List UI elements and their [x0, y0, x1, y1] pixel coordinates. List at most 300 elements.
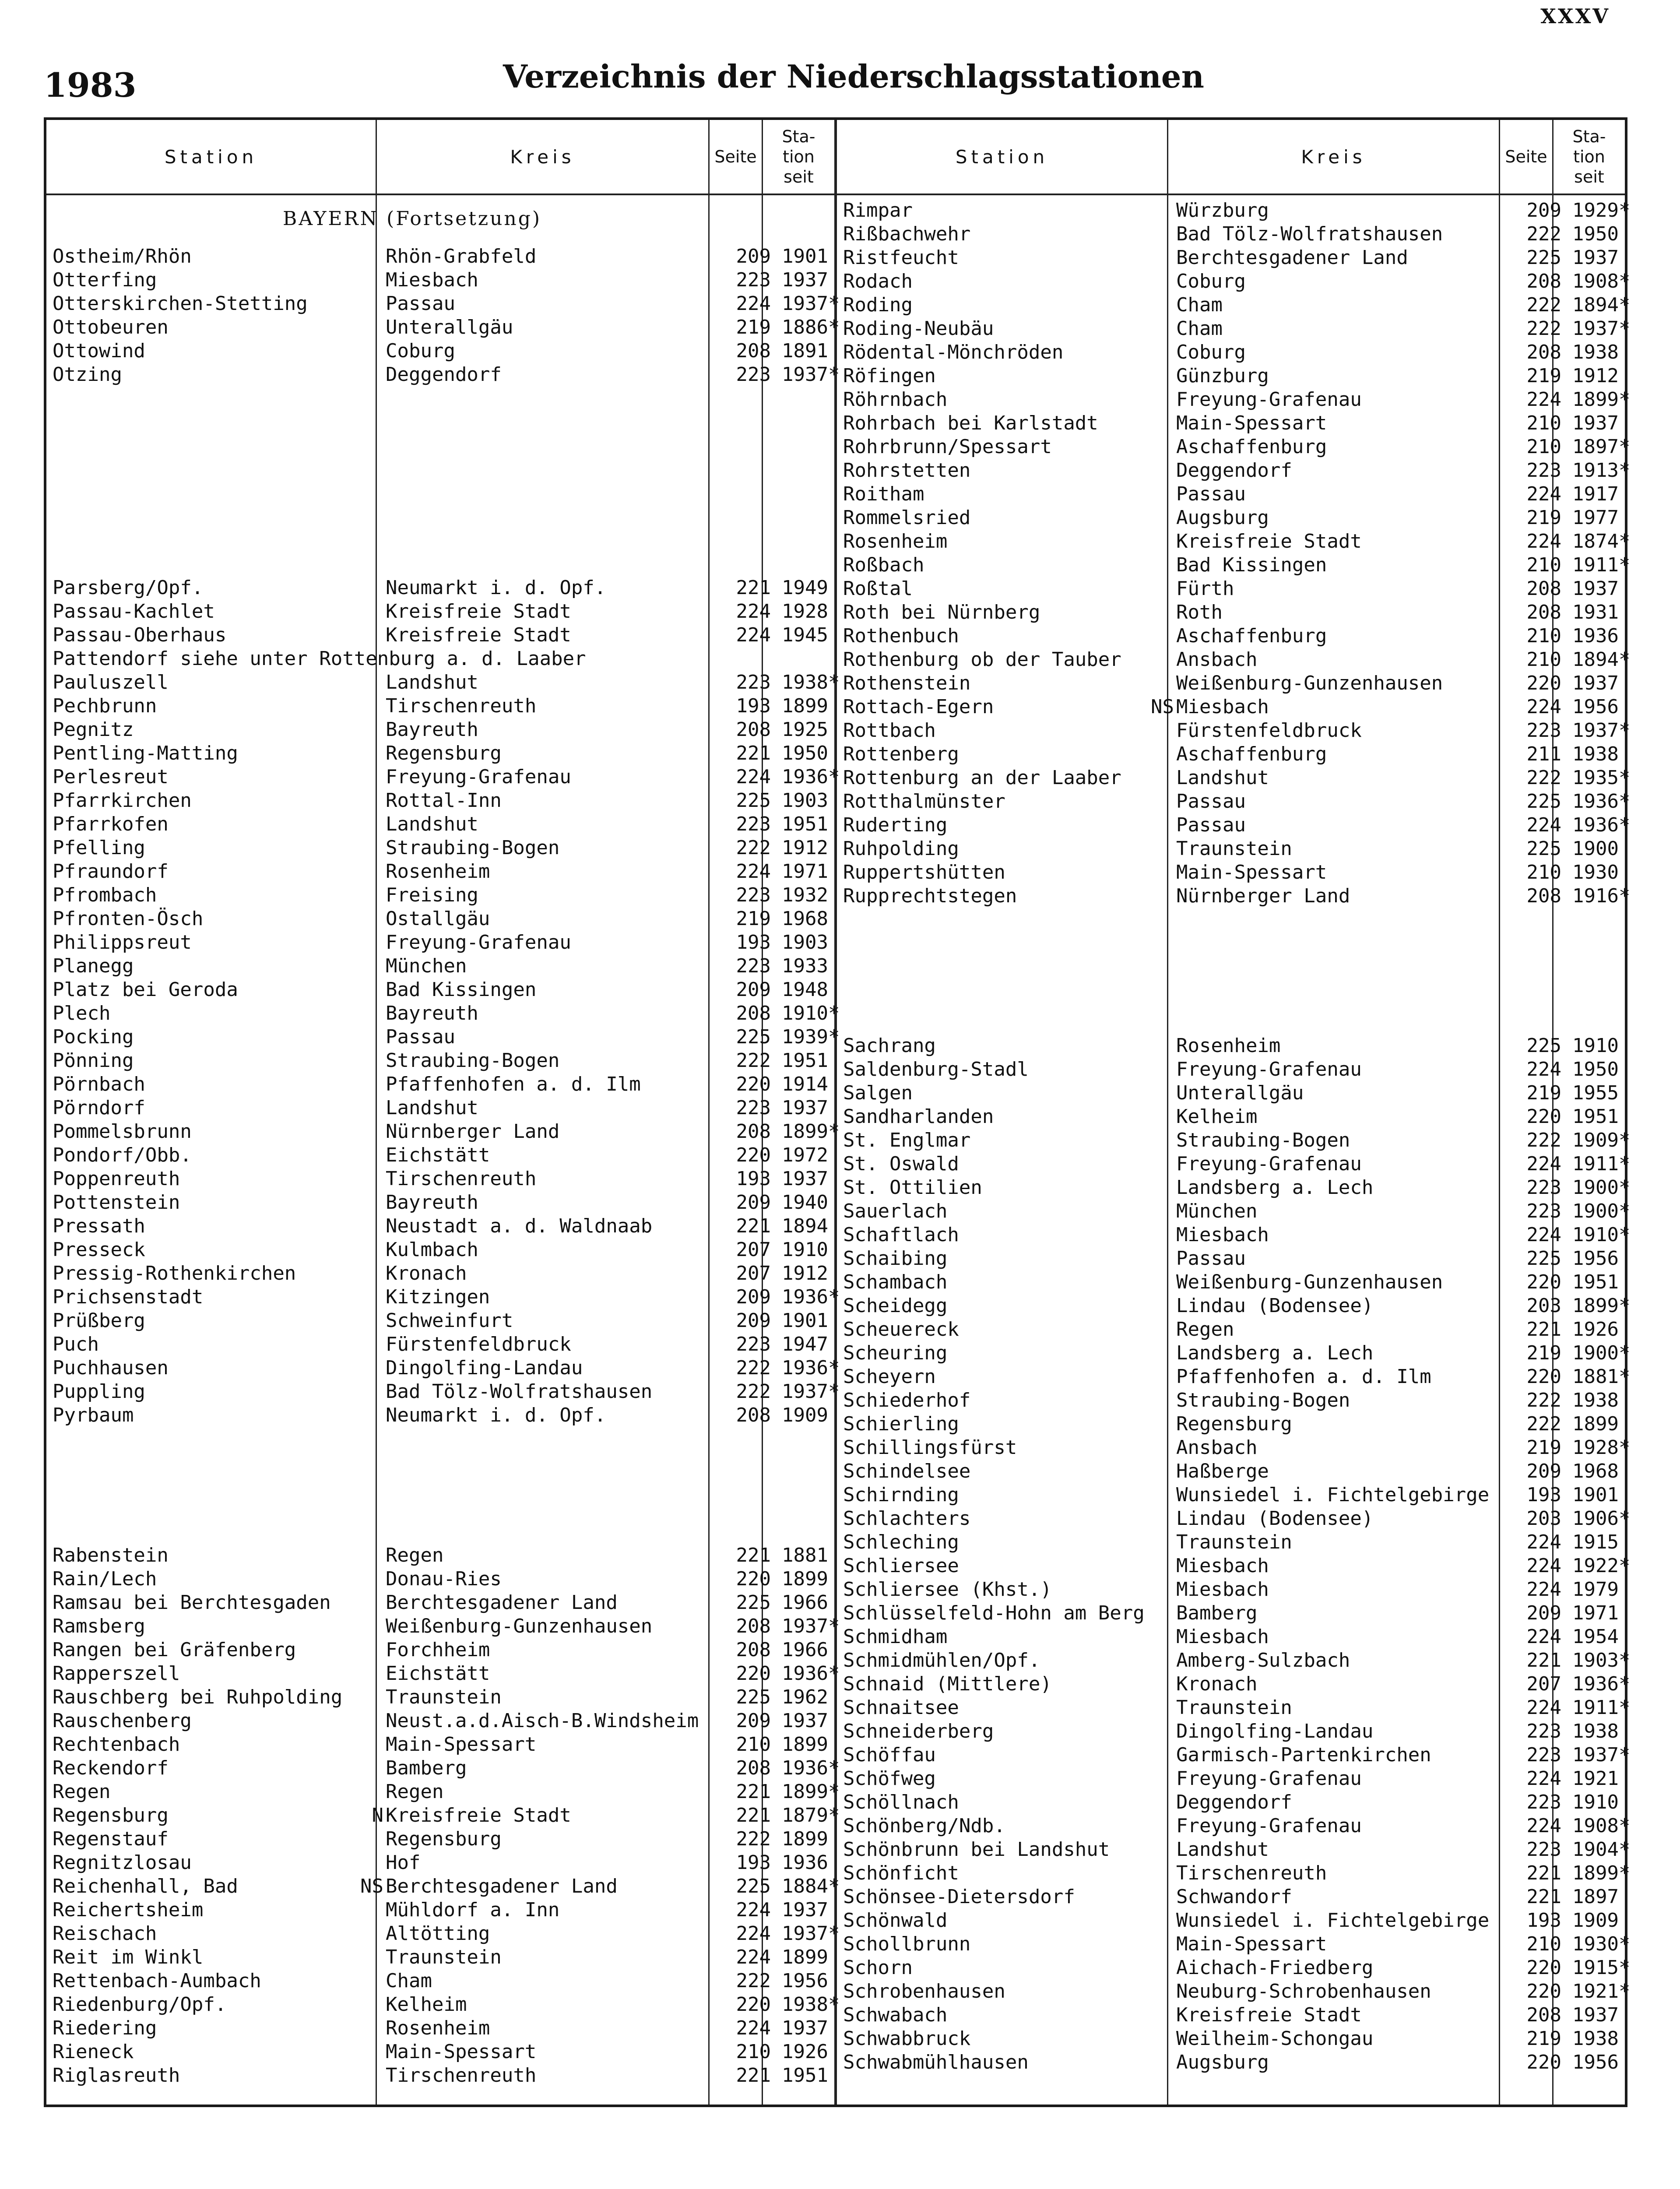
seite-number: 222 [1526, 317, 1561, 340]
kreis-name: München [386, 955, 467, 977]
station-since: 1903 [782, 931, 828, 954]
table-row [837, 246, 1625, 270]
table-row [46, 1096, 834, 1120]
station-since: 1910 [782, 1239, 828, 1261]
kreis-name: Wunsiedel i. Fichtelgebirge [1176, 1909, 1490, 1932]
kreis-name: Günzburg [1176, 365, 1269, 387]
station-name: Rangen bei Gräfenberg [53, 1639, 296, 1661]
kreis-name: Deggendorf [1176, 459, 1292, 482]
kreis-name: Passau [1176, 814, 1246, 836]
seite-number: 223 [736, 1333, 771, 1355]
seite-number: 224 [1526, 1626, 1561, 1648]
kreis-name: Aschaffenburg [1176, 743, 1327, 765]
table-row [46, 339, 834, 363]
table-row [46, 576, 834, 600]
kreis-name: Unterallgäu [386, 316, 513, 338]
station-since: 1921* [1572, 1980, 1631, 2002]
station-name: Schaftlach [843, 1224, 959, 1246]
table-row [837, 2051, 1625, 2074]
station-name: Ramsberg [53, 1615, 145, 1637]
seite-number: 225 [1526, 790, 1561, 813]
station-name: Pyrbaum [53, 1404, 134, 1426]
station-since: 1899* [782, 1781, 840, 1803]
kreis-name: Neumarkt i. d. Opf. [386, 577, 606, 599]
table-row [46, 1993, 840, 2017]
table-row [46, 1780, 840, 1804]
kreis-name: Freyung-Grafenau [1176, 1815, 1362, 1837]
seite-number: 223 [1526, 459, 1561, 482]
table-row [837, 270, 1631, 293]
table-row [46, 1025, 840, 1049]
station-name: Rottenburg an der Laaber [843, 767, 1121, 789]
station-since: 1971 [782, 860, 828, 883]
table-row [46, 1356, 840, 1380]
left-column-block [46, 199, 840, 2105]
station-since: 1929* [1572, 199, 1631, 222]
seite-number: 203 [1526, 1295, 1561, 1317]
table-row [837, 1625, 1625, 1649]
station-since: 1899* [782, 1120, 840, 1143]
seite-number: 221 [1526, 1318, 1561, 1341]
station-since: 1909 [1572, 1909, 1619, 1932]
kreis-name: Tirschenreuth [386, 1168, 537, 1190]
kreis-name: Straubing-Bogen [1176, 1389, 1350, 1411]
station-name: Schöffau [843, 1744, 936, 1766]
table-row [837, 577, 1625, 601]
seite-number: 224 [736, 1946, 771, 1968]
table-row [837, 1294, 1631, 1318]
table-row [46, 1638, 834, 1662]
seite-number: 210 [1526, 625, 1561, 647]
station-name: Scheyern [843, 1365, 936, 1388]
station-name: Pauluszell [53, 671, 169, 693]
station-since: 1937 [1572, 672, 1619, 694]
seite-number: 193 [736, 695, 771, 717]
station-since: 1947 [782, 1333, 828, 1355]
station-name: Pechbrunn [53, 695, 157, 717]
station-since: 1932 [782, 884, 828, 906]
station-name: Reichertsheim [53, 1899, 204, 1921]
seite-number: 219 [1526, 365, 1561, 387]
seite-number: 207 [736, 1239, 771, 1261]
header-station-left: Station [164, 146, 258, 168]
station-since: 1901 [782, 1309, 828, 1332]
seite-number: 222 [736, 1970, 771, 1992]
seite-number: 210 [1526, 648, 1561, 671]
kreis-name: Nürnberger Land [1176, 885, 1350, 907]
station-name: Salgen [843, 1082, 913, 1104]
station-name: Perlesreut [53, 766, 169, 788]
seite-number: 208 [1526, 601, 1561, 623]
kreis-name: Rhön-Grabfeld [386, 245, 537, 267]
station-name: Roßbach [843, 554, 924, 576]
station-since: 1951 [782, 813, 828, 835]
kreis-name: Rosenheim [386, 860, 490, 883]
kreis-name: Coburg [1176, 270, 1246, 292]
station-name: Prüßberg [53, 1309, 145, 1332]
kreis-name: Kelheim [1176, 1105, 1258, 1128]
seite-number: 224 [1526, 814, 1561, 836]
seite-number: 221 [736, 1804, 771, 1827]
station-since: 1914 [782, 1073, 828, 1095]
seite-number: 224 [1526, 1224, 1561, 1246]
seite-number: 224 [1526, 530, 1561, 553]
table-row [46, 1567, 834, 1591]
station-name: Schrobenhausen [843, 1980, 1005, 2002]
seite-number: 210 [1526, 412, 1561, 434]
table-row [837, 1743, 1631, 1767]
kreis-name: Passau [1176, 1247, 1246, 1270]
kreis-name: Traunstein [386, 1946, 502, 1968]
seite-number: 223 [736, 269, 771, 291]
kreis-name: Berchtesgadener Land [386, 1591, 618, 1614]
kreis-name: Roth [1176, 601, 1223, 623]
table-row [837, 1200, 1631, 1223]
table-row [46, 1875, 840, 1898]
seite-number: 210 [736, 1733, 771, 1756]
table-row [837, 1578, 1625, 1601]
table-row [837, 743, 1625, 766]
seite-number: 225 [1526, 246, 1561, 269]
table-row [837, 1507, 1631, 1531]
station-name: Riedenburg/Opf. [53, 1993, 227, 2016]
station-name: Schaibing [843, 1247, 948, 1270]
kreis-name: Kronach [386, 1262, 467, 1285]
station-since: 1909 [782, 1404, 828, 1426]
seite-number: 220 [736, 1568, 771, 1590]
station-since: 1937 [782, 1899, 828, 1921]
table-row [46, 1946, 834, 1969]
seite-number: 210 [1526, 436, 1561, 458]
kreis-name: Dingolfing-Landau [386, 1357, 583, 1379]
kreis-name: Kitzingen [386, 1286, 490, 1308]
table-row [46, 1686, 834, 1709]
station-name: Saldenburg-Stadl [843, 1058, 1029, 1080]
seite-number: 223 [1526, 1791, 1561, 1813]
kreis-name: Regen [386, 1781, 444, 1803]
table-row [46, 1002, 840, 1025]
station-since: 1874* [1572, 530, 1631, 553]
station-since: 1911* [1572, 1153, 1631, 1175]
kreis-name: Miesbach [1176, 1555, 1269, 1577]
station-since: 1933 [782, 955, 828, 977]
kreis-name: Main-Spessart [386, 1733, 537, 1756]
station-since: 1894* [1572, 648, 1631, 671]
kreis-name: Berchtesgadener Land [386, 1875, 618, 1897]
station-since: 1937* [782, 1380, 840, 1403]
table-row [837, 435, 1631, 459]
kreis-name: Passau [386, 292, 455, 315]
seite-number: 209 [736, 1286, 771, 1308]
station-since: 1899 [782, 695, 828, 717]
station-name: Rapperszell [53, 1662, 180, 1685]
seite-number: 225 [736, 1686, 771, 1708]
seite-number: 223 [1526, 1744, 1561, 1766]
table-row [46, 694, 834, 718]
station-name: Rottbach [843, 719, 936, 742]
station-since: 1922* [1572, 1555, 1631, 1577]
table-row [46, 1049, 834, 1073]
station-name: Schönbrunn bei Landshut [843, 1838, 1110, 1861]
station-since: 1937* [1572, 317, 1631, 340]
station-since: 1912 [782, 837, 828, 859]
station-since: 1928* [1572, 1436, 1631, 1459]
table-row [46, 245, 834, 268]
table-row [837, 837, 1625, 861]
station-name: Otterskirchen-Stetting [53, 292, 308, 315]
station-name: Pörnbach [53, 1073, 145, 1095]
seite-number: 222 [1526, 1389, 1561, 1411]
kreis-name: Tirschenreuth [386, 695, 537, 717]
table-row [837, 412, 1625, 435]
kreis-name: Forchheim [386, 1639, 490, 1661]
station-since: 1926 [782, 2041, 828, 2063]
station-since: 1938 [1572, 743, 1619, 765]
station-name: Sauerlach [843, 1200, 948, 1222]
table-row [837, 199, 1631, 222]
table-row [837, 1838, 1631, 1862]
station-since: 1897 [1572, 1886, 1619, 1908]
seite-number: 224 [1526, 1531, 1561, 1553]
seite-number: 209 [1526, 1460, 1561, 1482]
table-row [46, 268, 834, 292]
seite-number: 220 [1526, 1365, 1561, 1388]
table-row [837, 1483, 1625, 1507]
kreis-name: Regensburg [386, 742, 502, 764]
station-name: Schliersee (Khst.) [843, 1578, 1052, 1601]
station-name: Rotthalmünster [843, 790, 1005, 813]
seite-number: 193 [736, 931, 771, 954]
table-row [837, 1672, 1631, 1696]
station-since: 1937 [1572, 246, 1619, 269]
kreis-name: Eichstätt [386, 1662, 490, 1685]
table-row [837, 1436, 1631, 1460]
seite-number: 203 [1526, 1507, 1561, 1530]
table-row [46, 647, 834, 671]
station-since: 1979 [1572, 1578, 1619, 1601]
table-row [837, 222, 1625, 246]
kreis-name: Altötting [386, 1922, 490, 1945]
kreis-name: Bayreuth [386, 1191, 478, 1214]
station-name: Ramsau bei Berchtesgaden [53, 1591, 331, 1614]
kreis-name: Augsburg [1176, 507, 1269, 529]
station-name: Schirnding [843, 1484, 959, 1506]
table-row [837, 506, 1625, 530]
kreis-name: Regensburg [1176, 1413, 1292, 1435]
station-since: 1908* [1572, 1815, 1631, 1837]
table-row [837, 1791, 1625, 1814]
kreis-name: Haßberge [1176, 1460, 1269, 1482]
seite-number: 209 [1526, 1602, 1561, 1624]
station-name: Reckendorf [53, 1757, 169, 1779]
station-name: Otzing [53, 363, 122, 386]
seite-number: 221 [736, 577, 771, 599]
seite-number: 219 [736, 316, 771, 338]
station-since: 1916* [1572, 885, 1631, 907]
table-row [46, 1073, 834, 1096]
seite-number: 208 [736, 1002, 771, 1024]
station-since: 1894 [782, 1215, 828, 1237]
station-name: Schnaitsee [843, 1696, 959, 1719]
station-name: Schlachters [843, 1507, 971, 1530]
kreis-name: Regensburg [386, 1828, 502, 1850]
table-row [46, 1144, 834, 1167]
kreis-name: Augsburg [1176, 2051, 1269, 2073]
table-row [837, 341, 1625, 364]
table-row [46, 1214, 834, 1238]
station-name: Röfingen [843, 365, 936, 387]
station-since: 1897* [1572, 436, 1631, 458]
station-since: 1937 [782, 1710, 828, 1732]
table-row [46, 1898, 834, 1922]
station-since: 1915 [1572, 1531, 1619, 1553]
station-name: Puppling [53, 1380, 145, 1403]
station-name: Schöllnach [843, 1791, 959, 1813]
station-since: 1910* [782, 1002, 840, 1024]
header-seite-right: Seite [1505, 147, 1547, 166]
table-row [46, 671, 840, 694]
station-name: Passau-Kachlet [53, 600, 215, 623]
seite-number: 193 [1526, 1484, 1561, 1506]
station-since: 1901 [1572, 1484, 1619, 1506]
seite-number: 224 [1526, 1058, 1561, 1080]
station-since: 1937 [782, 269, 828, 291]
kreis-name: Straubing-Bogen [386, 1049, 560, 1072]
table-row [837, 1058, 1625, 1081]
station-since: 1938* [782, 1993, 840, 2016]
seite-number: 222 [736, 1828, 771, 1850]
station-since: 1903 [782, 789, 828, 812]
seite-number: 224 [1526, 1555, 1561, 1577]
kreis-name: Wunsiedel i. Fichtelgebirge [1176, 1484, 1490, 1506]
station-since: 1938 [1572, 1389, 1619, 1411]
seite-number: 219 [1526, 507, 1561, 529]
seite-number: 208 [736, 340, 771, 362]
table-row [837, 1767, 1625, 1791]
station-name: Rieneck [53, 2041, 134, 2063]
station-name: Schierling [843, 1413, 959, 1435]
seite-number: 209 [736, 1191, 771, 1214]
station-since: 1899 [1572, 1413, 1619, 1435]
station-since: 1948 [782, 978, 828, 1001]
seite-number: 193 [736, 1168, 771, 1190]
kreis-name: Freyung-Grafenau [386, 931, 571, 954]
kreis-name: Donau-Ries [386, 1568, 502, 1590]
station-name: Rettenbach-Aumbach [53, 1970, 261, 1992]
table-row [837, 530, 1631, 553]
seite-number: 224 [1526, 1578, 1561, 1601]
seite-number: 219 [1526, 1082, 1561, 1104]
seite-number: 208 [736, 1404, 771, 1426]
kreis-name: Lindau (Bodensee) [1176, 1507, 1374, 1530]
kreis-name: Weißenburg-Gunzenhausen [1176, 1271, 1443, 1293]
station-name: Riglasreuth [53, 2064, 180, 2087]
table-row [837, 1176, 1631, 1200]
kreis-name: Bamberg [386, 1757, 467, 1779]
station-name: Rodach [843, 270, 913, 292]
station-since: 1966 [782, 1591, 828, 1614]
station-since: 1951 [1572, 1105, 1619, 1128]
seite-number: 208 [736, 1757, 771, 1779]
station-since: 1903* [1572, 1649, 1631, 1672]
station-name: Schollbrunn [843, 1933, 971, 1955]
station-name: Riedering [53, 2017, 157, 2039]
station-since: 1901 [782, 245, 828, 267]
table-row [46, 978, 834, 1002]
seite-number: 210 [1526, 861, 1561, 883]
station-name: Rothenburg ob der Tauber [843, 648, 1121, 671]
seite-number: 222 [1526, 1129, 1561, 1151]
station-since: 1936* [1572, 790, 1631, 813]
seite-number: 225 [736, 789, 771, 812]
table-row [46, 623, 834, 647]
seite-number: 221 [736, 2064, 771, 2087]
station-since: 1928 [782, 600, 828, 623]
station-name: Pfarrkirchen [53, 789, 192, 812]
seite-number: 220 [1526, 1980, 1561, 2002]
header-kreis-left: Kreis [510, 146, 575, 168]
station-name: Rothenstein [843, 672, 971, 694]
station-since: 1936* [782, 1357, 840, 1379]
seite-number: 224 [1526, 1767, 1561, 1790]
seite-number: 223 [736, 671, 771, 693]
kreis-name: Nürnberger Land [386, 1120, 560, 1143]
seite-number: 209 [1526, 199, 1561, 222]
table-row [837, 648, 1631, 672]
station-name: Regen [53, 1781, 111, 1803]
station-since: 1937 [1572, 2004, 1619, 2026]
station-since: 1950 [782, 742, 828, 764]
station-name: Ottowind [53, 340, 145, 362]
kreis-name: Coburg [386, 340, 455, 362]
station-since: 1913* [1572, 459, 1631, 482]
kreis-name: Landsberg a. Lech [1176, 1176, 1374, 1199]
seite-number: 221 [736, 1544, 771, 1566]
kreis-name: Unterallgäu [1176, 1082, 1304, 1104]
table-row [46, 1167, 834, 1191]
station-since: 1931 [1572, 601, 1619, 623]
seite-number: 222 [736, 837, 771, 859]
kreis-name: Hof [386, 1851, 421, 1874]
station-since: 1884* [782, 1875, 840, 1897]
table-row [837, 1720, 1625, 1743]
station-name: Schiederhof [843, 1389, 971, 1411]
kreis-name: Main-Spessart [1176, 1933, 1327, 1955]
station-name: Prichsenstadt [53, 1286, 204, 1308]
kreis-name: Aichach-Friedberg [1176, 1957, 1374, 1979]
station-note: N [372, 1804, 383, 1827]
kreis-name: Würzburg [1176, 199, 1269, 222]
table-row [837, 1247, 1625, 1270]
station-name: Presseck [53, 1239, 145, 1261]
seite-number: 223 [736, 813, 771, 835]
table-row [837, 1956, 1631, 1980]
seite-number: 207 [1526, 1673, 1561, 1695]
station-since: 1956 [782, 1970, 828, 1992]
table-row [46, 1285, 840, 1309]
seite-number: 221 [1526, 1649, 1561, 1672]
table-row [46, 363, 840, 387]
station-name: Rechtenbach [53, 1733, 180, 1756]
station-name: St. Ottilien [843, 1176, 982, 1199]
station-name: Pegnitz [53, 718, 134, 741]
station-name: Rödental-Mönchröden [843, 341, 1064, 363]
seite-number: 208 [1526, 2004, 1561, 2026]
kreis-name: Neust.a.d.Aisch-B.Windsheim [386, 1710, 699, 1732]
station-name: St. Englmar [843, 1129, 971, 1151]
kreis-name: München [1176, 1200, 1258, 1222]
seite-number: 222 [1526, 294, 1561, 316]
